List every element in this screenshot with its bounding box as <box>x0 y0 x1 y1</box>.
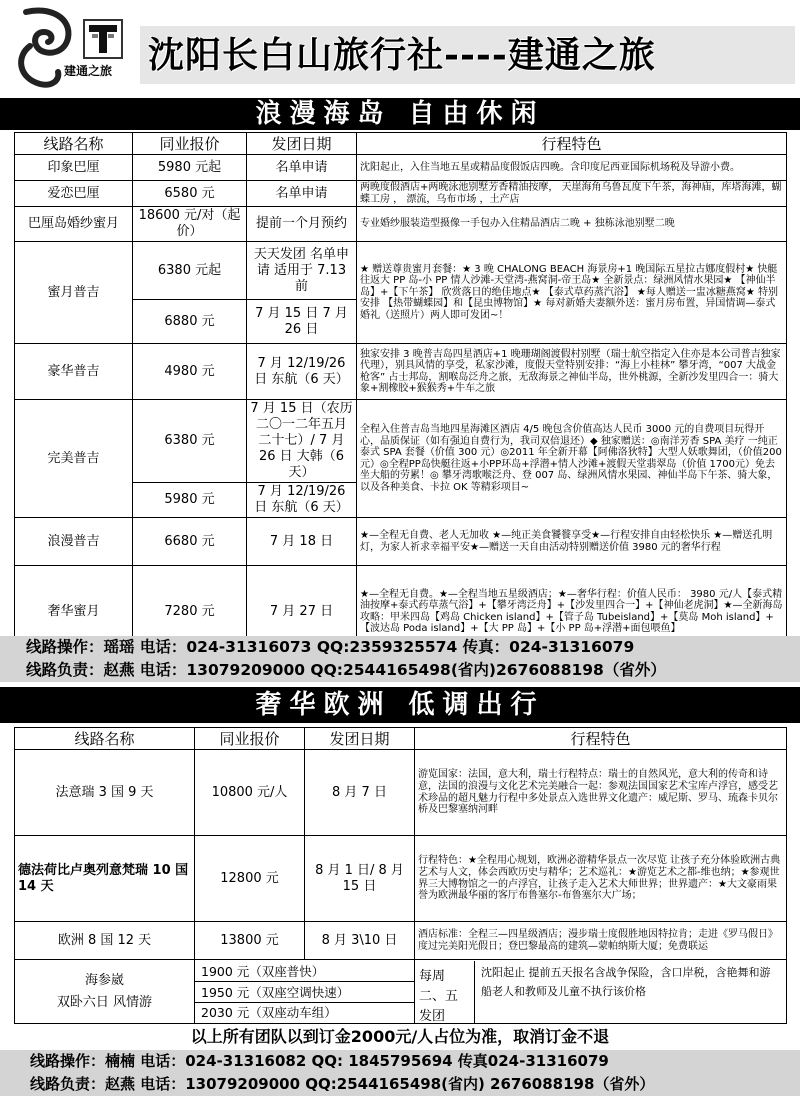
col-date: 发团日期 <box>247 133 357 155</box>
agency-title: 沈阳长白山旅行社----建通之旅 <box>140 26 795 84</box>
route-name: 爱恋巴厘 <box>15 181 133 207</box>
route-date: 提前一个月预约 <box>247 207 357 242</box>
route-features: 行程特色：★全程用心规划，欧洲必游精华景点一次尽览 让孩子充分体验欧洲古典艺术与人文，体会西欧历史与精华；艺术巡礼：★游览艺术之都-维也纳；★参观世界三大博物馆之一的卢浮宫，让孩子走入艺术大师世界；世界遗产：★大文豪雨果誉为欧洲最华丽的客厅布鲁塞尔-布鲁塞尔大广场； <box>415 836 787 922</box>
route-name: 法意瑞 3 国 9 天 <box>15 750 195 836</box>
route-name: 印象巴厘 <box>15 155 133 181</box>
col-route-name: 线路名称 <box>15 133 133 155</box>
route-name: 浪漫普吉 <box>15 518 133 566</box>
logo-text: 建通之旅 <box>64 64 113 78</box>
section-banner-europe: 奢华欧洲 低调出行 <box>0 687 800 723</box>
route-price-list <box>195 960 415 1024</box>
route-date: 7 月 27 日 <box>247 566 357 658</box>
table-row <box>15 400 787 483</box>
col-price: 同业报价 <box>133 133 247 155</box>
route-features: ★—全程无自费、老人无加收 ★—纯正美食饕餮享受★—行程安排自由轻松快乐 ★—赠送孔明灯，为家人祈求幸福平安★—赠送一天自由活动特别赠送价值 3980 元的奢华行程 <box>357 518 787 566</box>
route-price: 13800 元 <box>195 922 305 960</box>
route-date: 每周二、五发团 <box>415 961 475 1023</box>
route-date: 8 月 7 日 <box>305 750 415 836</box>
header <box>0 0 800 98</box>
route-features: ★—全程无自费。★—全程当地五星级酒店；★—奢华行程：价值人民币： 3980 元/人【泰式精油按摩+泰式药草蒸气浴】+【攀牙湾泛舟】+【沙发里四合一】+【神仙老虎洞】★—全新海岛攻略：甲米四岛【鸡岛 Chicken island】+【管子岛 Tubeisland】+【莫岛 Moh island】+【波达岛 Poda island】+【大 PP 岛】+【小 PP 岛+浮潜+面包喂鱼】 <box>357 566 787 658</box>
route-price: 6880 元 <box>133 300 247 344</box>
col-route-name: 线路名称 <box>15 728 195 750</box>
table-row <box>15 960 787 1024</box>
col-features: 行程特色 <box>357 133 787 155</box>
route-price-option: 2030 元（双座动车组） <box>201 1004 337 1020</box>
route-features: 独家安排 3 晚普吉岛四星酒店+1 晚珊瑚阁渡假村别墅（瑞士航空指定入住亦是本公司普吉独家代理），别具风情的享受，私家沙滩，度假天堂特别安排：“海上小桂林” 攀牙湾，“007 大战金枪客” 占士邦岛，割喉岛泛舟之旅，无敌海景之神仙半岛，世外桃源，全新沙发里四合一：骑大象+割橡胶+猴猴秀+牛车之旅 <box>357 344 787 400</box>
logo-swirl-shape <box>21 10 68 84</box>
route-name: 豪华普吉 <box>15 344 133 400</box>
route-price: 5980 元起 <box>133 155 247 181</box>
table-header-row <box>15 728 787 750</box>
table-row <box>15 181 787 207</box>
route-date: 7 月 15 日（农历二〇一二年五月二十七）/ 7 月 26 日 大韩（6 天） <box>247 400 357 483</box>
route-date: 名单申请 <box>247 181 357 207</box>
route-features: 两晚度假酒店+两晚泳池别墅芳香精油按摩， 天崖海角乌鲁瓦度下午茶，海神庙，库塔海滩，蝴蝶工房 ， 漂流，乌布市场 ，土产店 <box>357 181 787 207</box>
table-row <box>15 836 787 922</box>
route-price: 7280 元 <box>133 566 247 658</box>
route-features: 沈阳起止 提前五天报名含战争保险，含口岸税，含艳舞和游船老人和教师及儿童不执行该价格 <box>481 965 771 998</box>
operator-line: 线路操作：楠楠 电话：024-31316082 QQ: 1845795694 传真024-31316079 <box>30 1052 609 1070</box>
route-date: 天天发团 名单申请 适用于 7.13 前 <box>247 242 357 300</box>
section-banner-island: 浪漫海岛 自由休闲 <box>0 98 800 130</box>
route-date: 8 月 1 日/ 8 月 15 日 <box>305 836 415 922</box>
route-name: 欧洲 8 国 12 天 <box>15 922 195 960</box>
route-price: 6380 元起 <box>133 242 247 300</box>
route-price-option: 1950 元（双座空调快速） <box>195 982 414 1003</box>
table-row <box>15 922 787 960</box>
table-row <box>15 242 787 300</box>
route-date: 7 月 12/19/26 日 东航（6 天） <box>247 483 357 518</box>
route-date: 7 月 18 日 <box>247 518 357 566</box>
route-price: 12800 元 <box>195 836 305 922</box>
col-date: 发团日期 <box>305 728 415 750</box>
island-routes-table <box>14 132 787 658</box>
route-name: 德法荷比卢奥列意梵瑞 10 国 14 天 <box>15 836 195 922</box>
route-features: ★ 赠送尊贵蜜月套餐：★ 3 晚 CHALONG BEACH 海景房+1 晚国际五星拉古娜度假村★ 快艇往返大 PP 岛-小 PP 情人沙滩-天堂湾-燕窝洞-帝王岛★ 全新景点：绿洲风情水果园★ 【神仙半岛】+【下午茶】 欣赏落日的绝佳地点★ 【泰式草药蒸汽浴】 ★每人赠送一盅冰糖燕窝★ 特别安排 【热带蝴蝶园】和【昆虫博物馆】★ 每对新婚夫妻额外送：蜜月房布置，异国情调—泰式婚礼（送照片）两人即可发团~！ <box>357 242 787 344</box>
route-price-option: 1900 元（双座普快） <box>195 961 414 982</box>
operator-line: 线路操作：瑶瑶 电话：024-31316073 QQ:2359325574 传真：024-31316079 <box>26 638 635 656</box>
route-date: 7 月 15 日 7 月 26 日 <box>247 300 357 344</box>
route-name: 完美普吉 <box>15 400 133 518</box>
route-date-and-features <box>415 960 787 1024</box>
table-row <box>15 518 787 566</box>
route-features: 专业婚纱服装造型摄像一手包办入住精品酒店二晚 + 独栋泳池别墅二晚 <box>357 207 787 242</box>
route-name: 蜜月普吉 <box>15 242 133 344</box>
table-row <box>15 750 787 836</box>
route-price: 6680 元 <box>133 518 247 566</box>
route-price: 4980 元 <box>133 344 247 400</box>
route-features: 酒店标准：全程三—四星级酒店；漫步瑞士度假胜地因特拉肯；走进《罗马假日》度过完美阳光假日；登巴黎最高的建筑—蒙帕纳斯大厦；免费联运 <box>415 922 787 960</box>
route-price: 10800 元/人 <box>195 750 305 836</box>
route-name-city: 海参崴 <box>84 972 124 988</box>
route-name: 巴厘岛婚纱蜜月 <box>15 207 133 242</box>
route-name: 奢华蜜月 <box>15 566 133 658</box>
operator-contact-block <box>0 636 800 682</box>
route-price: 18600 元/对（起价） <box>133 207 247 242</box>
table-row <box>15 344 787 400</box>
deposit-notice: 以上所有团队以到订金2000元/人占位为准，取消订金不退 <box>190 1027 610 1046</box>
route-date: 名单申请 <box>247 155 357 181</box>
table-row <box>15 207 787 242</box>
route-date: 8 月 3\10 日 <box>305 922 415 960</box>
table-header-row <box>15 133 787 155</box>
operator-contact-block-2 <box>0 1050 800 1096</box>
route-price: 5980 元 <box>133 483 247 518</box>
route-features: 游览国家：法国，意大利，瑞士行程特点：瑞士的自然风光，意大利的传奇和诗意，法国的浪漫与文化艺术完美融合一起：参观法国国家艺术宝库卢浮宫，感受艺术珍品的超凡魅力行程中多处景点入选世界文化遗产：威尼斯、罗马、琉森卡贝尔桥及巴黎塞纳河畔 <box>415 750 787 836</box>
table-row <box>15 155 787 181</box>
col-price: 同业报价 <box>195 728 305 750</box>
route-price: 6380 元 <box>133 400 247 483</box>
route-name-sub: 双卧六日 风情游 <box>56 994 153 1010</box>
route-price: 6580 元 <box>133 181 247 207</box>
col-features: 行程特色 <box>415 728 787 750</box>
route-features: 全程入住普吉岛当地四星海滩区酒店 4/5 晚包含价值高达人民币 3000 元的自费项目玩得开心，品质保证（如有强迫自费行为，我司双倍退还）◆ 独家赠送：◎南洋芳香 SPA 美疗 一纯正泰式 SPA 套餐（价值 300 元）◎2011 年全新开幕【阿佛洛狄特】大型人妖歌舞团，（价值200元）◎全程PP岛快艇往返+小PP环岛+浮潜+情人沙滩+渡假天堂翡翠岛（价值 1700元）免去坐大船的劳累！◎ 攀牙湾歌喉泛舟、登 007 岛、绿洲风情水果园、神仙半岛下午茶、骑大象，以及各种美食、卡拉 OK 等精彩项目~ <box>357 400 787 518</box>
route-features: 沈阳起止，入住当地五星或精品度假饭店四晚。含印度尼西亚国际机场税及导游小费。 <box>357 155 787 181</box>
route-name <box>15 960 195 1024</box>
route-date: 7 月 12/19/26 日 东航（6 天） <box>247 344 357 400</box>
europe-routes-table <box>14 727 787 1024</box>
manager-line: 线路负责：赵燕 电话：13079209000 QQ:2544165498(省内) 2676088198（省外） <box>30 1075 655 1093</box>
manager-line: 线路负责：赵燕 电话：13079209000 QQ:2544165498(省内)2676088198（省外） <box>26 661 666 679</box>
